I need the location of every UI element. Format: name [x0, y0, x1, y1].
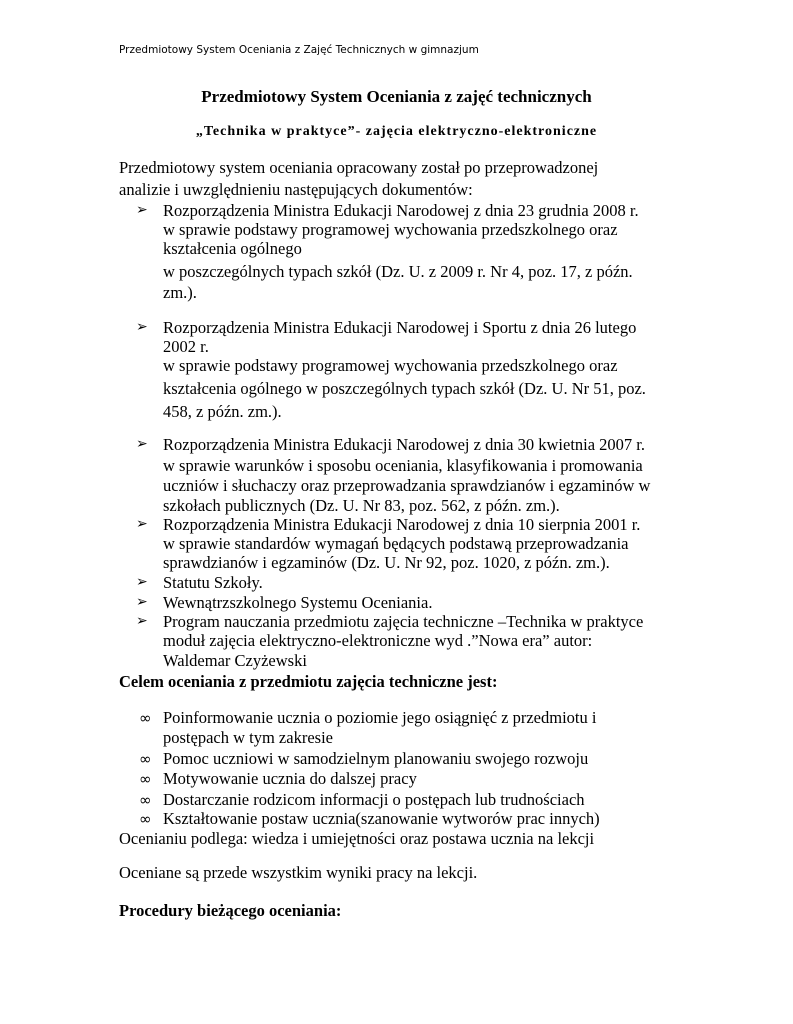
document-item-line: moduł zajęcia elektryczno-elektroniczne wyd .”Nowa era” autor:: [163, 631, 593, 650]
bullet-arrow-icon: ➢: [136, 319, 148, 335]
bullet-arrow-icon: ➢: [136, 613, 148, 629]
bullet-arrow-icon: ➢: [136, 436, 148, 452]
infinity-bullet-icon: ∞: [139, 770, 152, 788]
document-item-line: Wewnątrzszkolnego Systemu Oceniania.: [163, 593, 433, 612]
bullet-arrow-icon: ➢: [136, 594, 148, 610]
procedures-heading: Procedury bieżącego oceniania:: [119, 901, 342, 920]
intro-line-2: analizie i uwzględnieniu następujących dokumentów:: [119, 180, 473, 199]
goal-item-line: Motywowanie ucznia do dalszej pracy: [163, 769, 417, 788]
goal-item-line: Dostarczanie rodzicom informacji o postępach lub trudnościach: [163, 790, 585, 809]
document-item-line: Statutu Szkoły.: [163, 573, 263, 592]
infinity-bullet-icon: ∞: [139, 810, 152, 828]
document-title: Przedmiotowy System Oceniania z zajęć technicznych: [201, 87, 592, 106]
assessed-primarily-text: Oceniane są przede wszystkim wyniki pracy na lekcji.: [119, 863, 478, 882]
document-item-line: 2002 r.: [163, 337, 209, 356]
infinity-bullet-icon: ∞: [139, 709, 152, 727]
document-item-line: kształcenia ogólnego: [163, 239, 302, 258]
document-item-line: zm.).: [163, 283, 197, 302]
intro-line-1: Przedmiotowy system oceniania opracowany został po przeprowadzonej: [119, 158, 599, 177]
bullet-arrow-icon: ➢: [136, 202, 148, 218]
assessed-text: Ocenianiu podlega: wiedza i umiejętności oraz postawa ucznia na lekcji: [119, 829, 595, 848]
infinity-bullet-icon: ∞: [139, 791, 152, 809]
document-item-line: w sprawie standardów wymagań będących podstawą przeprowadzania: [163, 534, 629, 553]
document-item-line: Rozporządzenia Ministra Edukacji Narodowej z dnia 30 kwietnia 2007 r.: [163, 435, 646, 454]
bullet-arrow-icon: ➢: [136, 574, 148, 590]
document-item-line: w sprawie podstawy programowej wychowania przedszkolnego oraz: [163, 220, 618, 239]
document-item-line: Rozporządzenia Ministra Edukacji Narodowej z dnia 10 sierpnia 2001 r.: [163, 515, 641, 534]
bullet-arrow-icon: ➢: [136, 516, 148, 532]
document-item-line: w sprawie warunków i sposobu oceniania, klasyfikowania i promowania: [163, 456, 643, 475]
page-header: Przedmiotowy System Oceniania z Zajęć Technicznych w gimnazjum: [119, 44, 479, 56]
document-item-line: Rozporządzenia Ministra Edukacji Narodowej i Sportu z dnia 26 lutego: [163, 318, 637, 337]
goal-item-line: Kształtowanie postaw ucznia(szanowanie wytworów prac innych): [163, 809, 600, 828]
document-item-line: kształcenia ogólnego w poszczególnych typach szkół (Dz. U. Nr 51, poz.: [163, 379, 646, 398]
infinity-bullet-icon: ∞: [139, 750, 152, 768]
document-item-line: sprawdzianów i egzaminów (Dz. U. Nr 92, poz. 1020, z późn. zm.).: [163, 553, 610, 572]
document-item-line: w poszczególnych typach szkół (Dz. U. z 2009 r. Nr 4, poz. 17, z późn.: [163, 262, 633, 281]
goal-item-line: Pomoc uczniowi w samodzielnym planowaniu swojego rozwoju: [163, 749, 589, 768]
document-item-line: Program nauczania przedmiotu zajęcia techniczne –Technika w praktyce: [163, 612, 644, 631]
document-item-line: w sprawie podstawy programowej wychowania przedszkolnego oraz: [163, 356, 618, 375]
document-item-line: Waldemar Czyżewski: [163, 651, 307, 670]
goal-item-line: Poinformowanie ucznia o poziomie jego osiągnięć z przedmiotu i: [163, 708, 597, 727]
document-item-line: Rozporządzenia Ministra Edukacji Narodowej z dnia 23 grudnia 2008 r.: [163, 201, 639, 220]
goals-heading: Celem oceniania z przedmiotu zajęcia techniczne jest:: [119, 672, 498, 691]
document-item-line: szkołach publicznych (Dz. U. Nr 83, poz. 562, z późn. zm.).: [163, 496, 560, 515]
document-item-line: 458, z późn. zm.).: [163, 402, 282, 421]
document-item-line: uczniów i słuchaczy oraz przeprowadzania sprawdzianów i egzaminów w: [163, 476, 651, 495]
goal-item-line: postępach w tym zakresie: [163, 728, 333, 747]
document-subtitle: „Technika w praktyce”- zajęcia elektryczno-elektroniczne: [195, 124, 598, 139]
